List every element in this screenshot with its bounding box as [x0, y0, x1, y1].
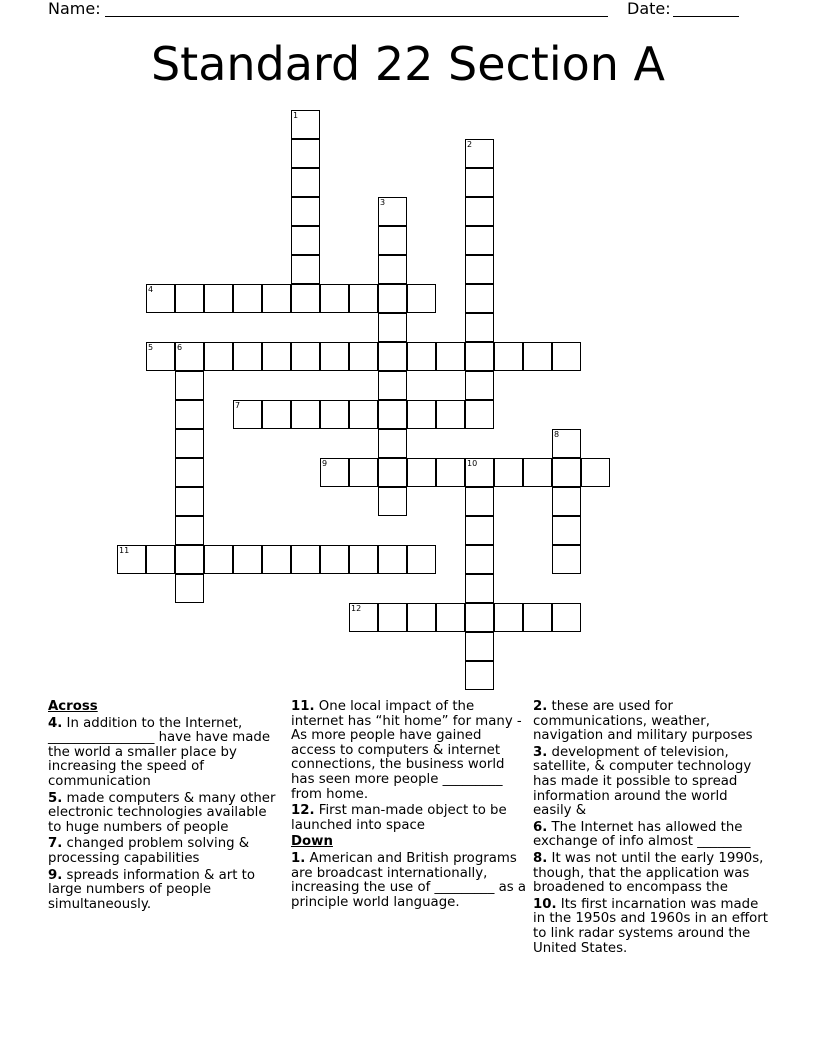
grid-cell[interactable] — [552, 516, 581, 545]
grid-cell[interactable] — [407, 284, 436, 313]
grid-cell[interactable] — [262, 400, 291, 429]
date-label: Date: — [627, 0, 671, 18]
grid-cell[interactable] — [552, 487, 581, 516]
grid-cell[interactable] — [465, 255, 494, 284]
grid-cell[interactable] — [378, 284, 407, 313]
clue-number: 8. — [533, 850, 548, 866]
grid-cell[interactable] — [175, 429, 204, 458]
grid-cell[interactable] — [175, 458, 204, 487]
grid-cell[interactable] — [117, 545, 146, 574]
clue-down-3 — [533, 746, 769, 819]
down-heading: Down — [291, 834, 333, 850]
grid-cell[interactable] — [465, 516, 494, 545]
grid-cell[interactable] — [233, 545, 262, 574]
grid-cell[interactable] — [262, 284, 291, 313]
grid-cell[interactable] — [523, 458, 552, 487]
page-title: Standard 22 Section A — [150, 37, 666, 91]
clues-column-2 — [291, 700, 527, 912]
cell-number: 9 — [322, 459, 328, 468]
grid-cell[interactable] — [349, 284, 378, 313]
grid-cell[interactable] — [175, 487, 204, 516]
grid-cell[interactable] — [378, 255, 407, 284]
cell-number: 5 — [148, 343, 154, 352]
grid-cell[interactable] — [175, 284, 204, 313]
grid-cell[interactable] — [320, 458, 349, 487]
grid-cell[interactable] — [378, 342, 407, 371]
grid-cell[interactable] — [233, 400, 262, 429]
grid-cell[interactable] — [262, 342, 291, 371]
grid-cell[interactable] — [465, 313, 494, 342]
grid-cell[interactable] — [465, 487, 494, 516]
grid-cell[interactable] — [291, 284, 320, 313]
grid-cell[interactable] — [436, 342, 465, 371]
clue-number: 9. — [48, 867, 63, 883]
clue-down-2 — [533, 700, 769, 744]
grid-cell[interactable] — [407, 458, 436, 487]
grid-cell[interactable] — [175, 371, 204, 400]
grid-cell[interactable] — [552, 429, 581, 458]
cell-number: 4 — [148, 285, 154, 294]
clues-column-1 — [48, 700, 280, 914]
clue-down-6 — [533, 821, 769, 850]
clue-number: 6. — [533, 819, 548, 835]
clue-text: changed problem solving & processing capabilities — [48, 836, 250, 866]
grid-cell[interactable] — [320, 545, 349, 574]
grid-cell[interactable] — [552, 458, 581, 487]
grid-cell[interactable] — [204, 545, 233, 574]
grid-cell[interactable] — [407, 400, 436, 429]
clue-text: made computers & many other electronic technologies available to huge numbers of people — [48, 790, 276, 835]
grid-cell[interactable] — [146, 342, 175, 371]
clue-across-7 — [48, 837, 280, 866]
clue-across-11 — [291, 700, 527, 802]
clue-text: American and British programs are broadcast internationally, increasing the use of _________ as a principle world language. — [291, 850, 527, 910]
clue-text: One local impact of the internet has “hit home” for many - As more people have gained access to computers & internet connections, the business world has seen more people _________ from home. — [291, 699, 522, 802]
grid-cell[interactable] — [378, 458, 407, 487]
clue-text: In addition to the Internet, ________________ have have made the world a smaller place by increasing the speed of communication — [48, 715, 271, 789]
grid-cell[interactable] — [262, 545, 291, 574]
grid-cell[interactable] — [291, 545, 320, 574]
grid-cell[interactable] — [436, 603, 465, 632]
grid-cell[interactable] — [320, 342, 349, 371]
grid-cell[interactable] — [291, 342, 320, 371]
grid-cell[interactable] — [552, 545, 581, 574]
clue-number: 4. — [48, 715, 63, 731]
grid-cell[interactable] — [175, 574, 204, 603]
grid-cell[interactable] — [465, 632, 494, 661]
grid-cell[interactable] — [349, 342, 378, 371]
grid-cell[interactable] — [349, 545, 378, 574]
grid-cell[interactable] — [407, 545, 436, 574]
grid-cell[interactable] — [407, 342, 436, 371]
grid-cell[interactable] — [146, 284, 175, 313]
grid-cell[interactable] — [465, 342, 494, 371]
grid-cell[interactable] — [581, 458, 610, 487]
across-heading: Across — [48, 699, 98, 714]
grid-cell[interactable] — [552, 342, 581, 371]
grid-cell[interactable] — [291, 168, 320, 197]
clue-text: development of television, satellite, & computer technology has made it possible to spread information around the world easily & — [533, 744, 752, 819]
grid-cell[interactable] — [233, 284, 262, 313]
grid-cell[interactable] — [378, 400, 407, 429]
grid-cell[interactable] — [378, 429, 407, 458]
grid-cell[interactable] — [233, 342, 262, 371]
grid-cell[interactable] — [465, 284, 494, 313]
grid-cell[interactable] — [175, 342, 204, 371]
clue-down-1 — [291, 852, 527, 910]
grid-cell[interactable] — [378, 197, 407, 226]
grid-cell[interactable] — [523, 342, 552, 371]
clue-down-8 — [533, 852, 769, 896]
grid-cell[interactable] — [146, 545, 175, 574]
cell-number: 3 — [380, 198, 386, 207]
cell-number: 12 — [351, 604, 362, 613]
grid-cell[interactable] — [465, 458, 494, 487]
grid-cell[interactable] — [407, 603, 436, 632]
clue-text: It was not until the early 1990s, though, that the application was broadened to encompass the — [533, 850, 764, 896]
grid-cell[interactable] — [465, 197, 494, 226]
clue-text: The Internet has allowed the exchange of info almost ________ — [533, 819, 751, 850]
grid-cell[interactable] — [523, 603, 552, 632]
clue-down-10 — [533, 898, 769, 956]
grid-cell[interactable] — [204, 284, 233, 313]
grid-cell[interactable] — [465, 574, 494, 603]
cell-number: 8 — [554, 430, 560, 439]
cell-number: 7 — [235, 401, 241, 410]
clue-across-12 — [291, 804, 527, 833]
grid-cell[interactable] — [494, 342, 523, 371]
grid-cell[interactable] — [465, 168, 494, 197]
grid-cell[interactable] — [378, 371, 407, 400]
grid-cell[interactable] — [465, 545, 494, 574]
grid-cell[interactable] — [175, 400, 204, 429]
cell-number: 10 — [467, 459, 478, 468]
grid-cell[interactable] — [320, 284, 349, 313]
grid-cell[interactable] — [378, 226, 407, 255]
grid-cell[interactable] — [465, 661, 494, 690]
grid-cell[interactable] — [175, 545, 204, 574]
clue-across-5 — [48, 792, 280, 836]
grid-cell[interactable] — [378, 313, 407, 342]
grid-cell[interactable] — [465, 139, 494, 168]
grid-cell[interactable] — [378, 603, 407, 632]
grid-cell[interactable] — [465, 371, 494, 400]
clue-across-4 — [48, 717, 280, 790]
clue-number: 3. — [533, 744, 548, 760]
grid-cell[interactable] — [465, 226, 494, 255]
grid-cell[interactable] — [378, 545, 407, 574]
grid-cell[interactable] — [378, 487, 407, 516]
cell-number: 6 — [177, 343, 183, 352]
clues-column-3 — [533, 700, 769, 958]
clue-number: 2. — [533, 699, 548, 714]
cell-number: 1 — [293, 111, 299, 120]
grid-cell[interactable] — [494, 603, 523, 632]
clue-number: 7. — [48, 836, 63, 852]
clue-number: 10. — [533, 896, 557, 912]
grid-cell[interactable] — [320, 400, 349, 429]
grid-cell[interactable] — [204, 342, 233, 371]
grid-cell[interactable] — [175, 516, 204, 545]
clue-number: 5. — [48, 790, 63, 806]
grid-cell[interactable] — [349, 400, 378, 429]
grid-cell[interactable] — [436, 458, 465, 487]
grid-cell[interactable] — [291, 400, 320, 429]
clue-number: 11. — [291, 699, 315, 714]
clue-text: spreads information & art to large numbers of people simultaneously. — [48, 867, 255, 912]
grid-cell[interactable] — [494, 458, 523, 487]
grid-cell[interactable] — [291, 110, 320, 139]
grid-cell[interactable] — [436, 400, 465, 429]
grid-cell[interactable] — [291, 139, 320, 168]
grid-cell[interactable] — [291, 226, 320, 255]
clue-text: First man-made object to be launched into space — [291, 803, 507, 833]
grid-cell[interactable] — [291, 197, 320, 226]
grid-cell[interactable] — [465, 400, 494, 429]
clue-number: 1. — [291, 850, 306, 866]
grid-cell[interactable] — [349, 603, 378, 632]
name-label: Name: — [48, 0, 101, 18]
grid-cell[interactable] — [552, 603, 581, 632]
clue-text: Its first incarnation was made in the 1950s and 1960s in an effort to link radar systems around the United States. — [533, 896, 768, 956]
clue-across-9 — [48, 869, 280, 913]
grid-cell[interactable] — [349, 458, 378, 487]
clue-number: 12. — [291, 803, 315, 819]
grid-cell[interactable] — [291, 255, 320, 284]
grid-cell[interactable] — [465, 603, 494, 632]
clue-text: these are used for communications, weather, navigation and military purposes — [533, 699, 753, 744]
cell-number: 11 — [119, 546, 130, 555]
cell-number: 2 — [467, 140, 473, 149]
